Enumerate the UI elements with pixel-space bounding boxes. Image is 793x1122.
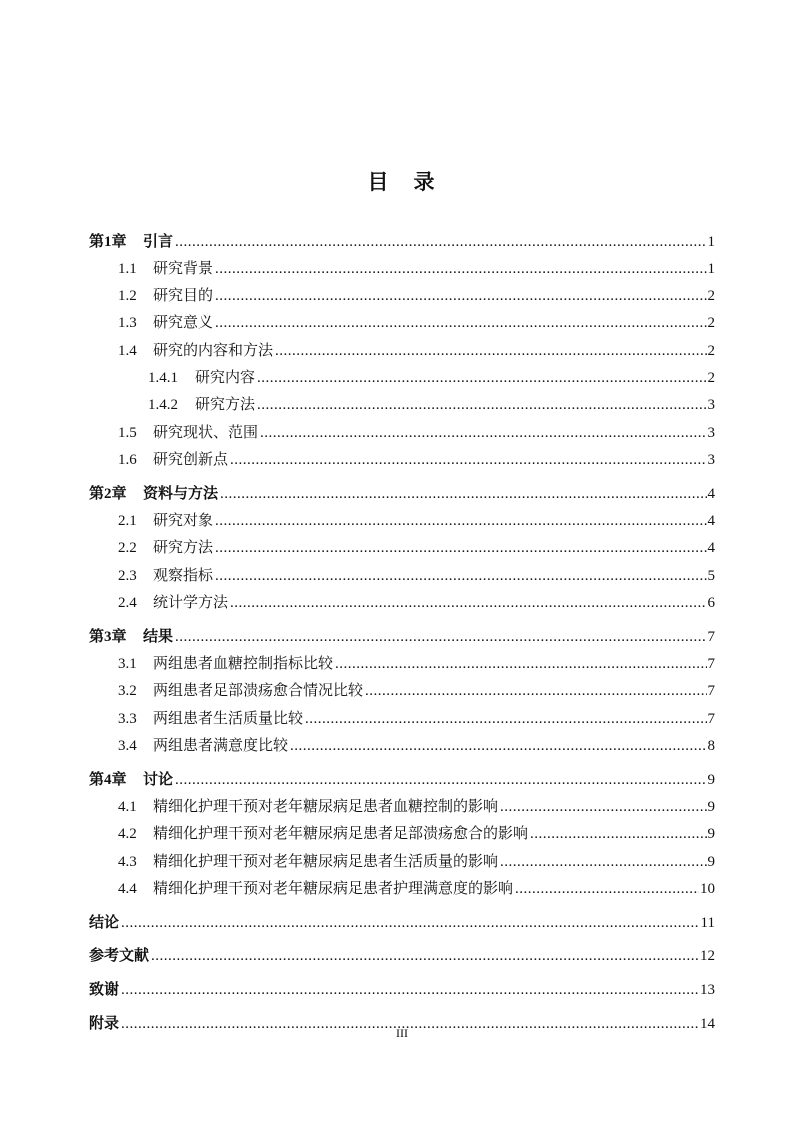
toc-entry-number: 1.5 bbox=[118, 424, 137, 441]
toc-entry-title: 结果 bbox=[143, 628, 174, 645]
toc-entry-page: 9 bbox=[707, 826, 715, 843]
toc-entry bbox=[89, 943, 715, 970]
toc-entry bbox=[89, 283, 715, 310]
toc-leader-dots bbox=[230, 447, 706, 474]
toc-entry-page: 8 bbox=[707, 737, 715, 754]
toc-entry-page: 1 bbox=[707, 233, 715, 250]
toc-entry-page: 4 bbox=[707, 485, 715, 502]
toc-entry-page: 6 bbox=[707, 594, 715, 611]
toc-entry-number: 2.2 bbox=[118, 540, 137, 557]
toc-entry-page: 9 bbox=[707, 853, 715, 870]
toc-entry-title: 研究背景 bbox=[153, 260, 214, 277]
toc-entry-number: 第4章 bbox=[89, 771, 127, 788]
toc-entry bbox=[89, 420, 715, 447]
toc-entry-title: 两组患者生活质量比较 bbox=[153, 710, 304, 727]
toc-entry bbox=[89, 481, 715, 508]
toc-entry-number: 1.6 bbox=[118, 451, 137, 468]
toc-entry-page: 5 bbox=[707, 567, 715, 584]
toc-entry-page: 2 bbox=[707, 369, 715, 386]
toc-entry-number: 1.4 bbox=[118, 342, 137, 359]
toc-entry-page: 3 bbox=[707, 451, 715, 468]
toc-entry-number: 4.1 bbox=[118, 798, 137, 815]
toc-leader-dots bbox=[515, 876, 699, 903]
toc-entry bbox=[89, 910, 715, 937]
toc-entry-page: 13 bbox=[700, 982, 715, 999]
toc-entry bbox=[89, 849, 715, 876]
toc-leader-dots bbox=[215, 563, 706, 590]
toc-leader-dots bbox=[151, 943, 699, 970]
toc-entry-number: 2.1 bbox=[118, 512, 137, 529]
toc-leader-dots bbox=[500, 849, 706, 876]
toc-entry-page: 4 bbox=[707, 540, 715, 557]
toc-leader-dots bbox=[290, 733, 706, 760]
toc-entry-page: 14 bbox=[700, 1016, 715, 1033]
toc-entry-title: 引言 bbox=[143, 233, 174, 250]
toc-entry-number: 4.4 bbox=[118, 880, 137, 897]
toc-entry bbox=[89, 310, 715, 337]
toc-leader-dots bbox=[121, 977, 699, 1004]
toc-entry bbox=[89, 256, 715, 283]
toc-entry bbox=[89, 706, 715, 733]
toc-entry-number: 3.2 bbox=[118, 683, 137, 700]
toc-entry-title: 精细化护理干预对老年糖尿病足患者生活质量的影响 bbox=[153, 853, 499, 870]
toc-leader-dots bbox=[215, 508, 706, 535]
toc-entry bbox=[89, 624, 715, 651]
page-number-footer: III bbox=[396, 1026, 408, 1040]
toc-entry-page: 2 bbox=[707, 315, 715, 332]
toc-entry-number: 3.3 bbox=[118, 710, 137, 727]
toc-entry bbox=[89, 365, 715, 392]
toc-leader-dots bbox=[215, 256, 706, 283]
page-title: 目 录 bbox=[367, 170, 437, 194]
toc-entry-page: 11 bbox=[700, 914, 715, 931]
toc-leader-dots bbox=[257, 365, 706, 392]
toc-leader-dots bbox=[215, 283, 706, 310]
toc-entry bbox=[89, 447, 715, 474]
toc-leader-dots bbox=[121, 910, 700, 937]
toc-entry-title: 精细化护理干预对老年糖尿病足患者护理满意度的影响 bbox=[153, 880, 514, 897]
toc-entry-number: 1.4.2 bbox=[148, 397, 178, 414]
toc-entry-number: 4.2 bbox=[118, 826, 137, 843]
toc-leader-dots bbox=[215, 310, 706, 337]
toc-entry-page: 10 bbox=[700, 880, 715, 897]
toc-entry-title: 研究目的 bbox=[153, 288, 214, 305]
toc-leader-dots bbox=[215, 535, 706, 562]
toc-entry-page: 2 bbox=[707, 288, 715, 305]
toc-entry-page: 1 bbox=[707, 260, 715, 277]
toc-entry-page: 3 bbox=[707, 424, 715, 441]
toc-entry bbox=[89, 535, 715, 562]
toc-entry-number: 2.3 bbox=[118, 567, 137, 584]
toc-entry-number: 第1章 bbox=[89, 233, 127, 250]
toc-leader-dots bbox=[530, 821, 706, 848]
toc-entry-number: 3.4 bbox=[118, 737, 137, 754]
toc-entry bbox=[89, 794, 715, 821]
toc-leader-dots bbox=[275, 338, 706, 365]
toc-entry-title: 结论 bbox=[89, 914, 120, 931]
toc-entry-title: 两组患者足部溃疡愈合情况比较 bbox=[153, 683, 364, 700]
toc-entry-page: 7 bbox=[707, 655, 715, 672]
toc-leader-dots bbox=[260, 420, 706, 447]
toc-entry-page: 3 bbox=[707, 397, 715, 414]
toc-entry-title: 研究的内容和方法 bbox=[153, 342, 274, 359]
toc-leader-dots bbox=[175, 767, 706, 794]
toc-leader-dots bbox=[175, 229, 706, 256]
toc-entry-number: 1.4.1 bbox=[148, 369, 178, 386]
toc-leader-dots bbox=[230, 590, 706, 617]
toc-leader-dots bbox=[220, 481, 706, 508]
toc-entry-number: 3.1 bbox=[118, 655, 137, 672]
toc-entry bbox=[89, 338, 715, 365]
toc-entry bbox=[89, 678, 715, 705]
toc-entry-page: 12 bbox=[700, 948, 715, 965]
toc-entry-title: 讨论 bbox=[143, 771, 174, 788]
toc-entry bbox=[89, 392, 715, 419]
toc-entry-title: 研究内容 bbox=[195, 369, 256, 386]
toc-leader-dots bbox=[500, 794, 706, 821]
toc-leader-dots bbox=[305, 706, 706, 733]
toc-entry bbox=[89, 821, 715, 848]
toc-leader-dots bbox=[335, 651, 706, 678]
toc-entry-title: 研究创新点 bbox=[153, 451, 229, 468]
toc-entry-page: 9 bbox=[707, 771, 715, 788]
toc-entry-title: 研究意义 bbox=[153, 315, 214, 332]
toc-entry bbox=[89, 651, 715, 678]
toc-leader-dots bbox=[175, 624, 706, 651]
toc-entry-title: 两组患者满意度比较 bbox=[153, 737, 289, 754]
toc-entry-page: 7 bbox=[707, 710, 715, 727]
toc-entry-title: 统计学方法 bbox=[153, 594, 229, 611]
toc-entry-title: 研究方法 bbox=[153, 540, 214, 557]
toc-entry bbox=[89, 767, 715, 794]
toc-entry-number: 1.2 bbox=[118, 288, 137, 305]
toc-entry-title: 观察指标 bbox=[153, 567, 214, 584]
toc-leader-dots bbox=[257, 392, 706, 419]
toc-entry-title: 研究现状、范围 bbox=[153, 424, 259, 441]
toc-entry bbox=[89, 563, 715, 590]
toc-entry bbox=[89, 733, 715, 760]
toc-entry bbox=[89, 876, 715, 903]
toc-entry bbox=[89, 590, 715, 617]
toc-entry-number: 4.3 bbox=[118, 853, 137, 870]
toc-entry-title: 精细化护理干预对老年糖尿病足患者足部溃疡愈合的影响 bbox=[153, 826, 529, 843]
toc-entry-page: 7 bbox=[707, 628, 715, 645]
toc-entry-title: 致谢 bbox=[89, 982, 120, 999]
toc-entry-number: 第2章 bbox=[89, 485, 127, 502]
toc-entry bbox=[89, 229, 715, 256]
toc-entry-number: 2.4 bbox=[118, 594, 137, 611]
toc-entry-number: 1.3 bbox=[118, 315, 137, 332]
toc-leader-dots bbox=[365, 678, 706, 705]
toc-entry-page: 7 bbox=[707, 683, 715, 700]
toc-entry-title: 精细化护理干预对老年糖尿病足患者血糖控制的影响 bbox=[153, 798, 499, 815]
toc-entry bbox=[89, 977, 715, 1004]
toc-entry-number: 第3章 bbox=[89, 628, 127, 645]
toc-entry-title: 两组患者血糖控制指标比较 bbox=[153, 655, 334, 672]
toc-entry-number: 1.1 bbox=[118, 260, 137, 277]
toc-entry-title: 研究方法 bbox=[195, 397, 256, 414]
toc-entry-title: 资料与方法 bbox=[143, 485, 219, 502]
toc-entry-title: 研究对象 bbox=[153, 512, 214, 529]
toc-entry-page: 9 bbox=[707, 798, 715, 815]
toc-entry-title: 参考文献 bbox=[89, 948, 150, 965]
toc-entry-page: 2 bbox=[707, 342, 715, 359]
toc-entry-page: 4 bbox=[707, 512, 715, 529]
toc-list bbox=[89, 222, 715, 1038]
toc-entry bbox=[89, 508, 715, 535]
toc-entry-title: 附录 bbox=[89, 1016, 120, 1033]
